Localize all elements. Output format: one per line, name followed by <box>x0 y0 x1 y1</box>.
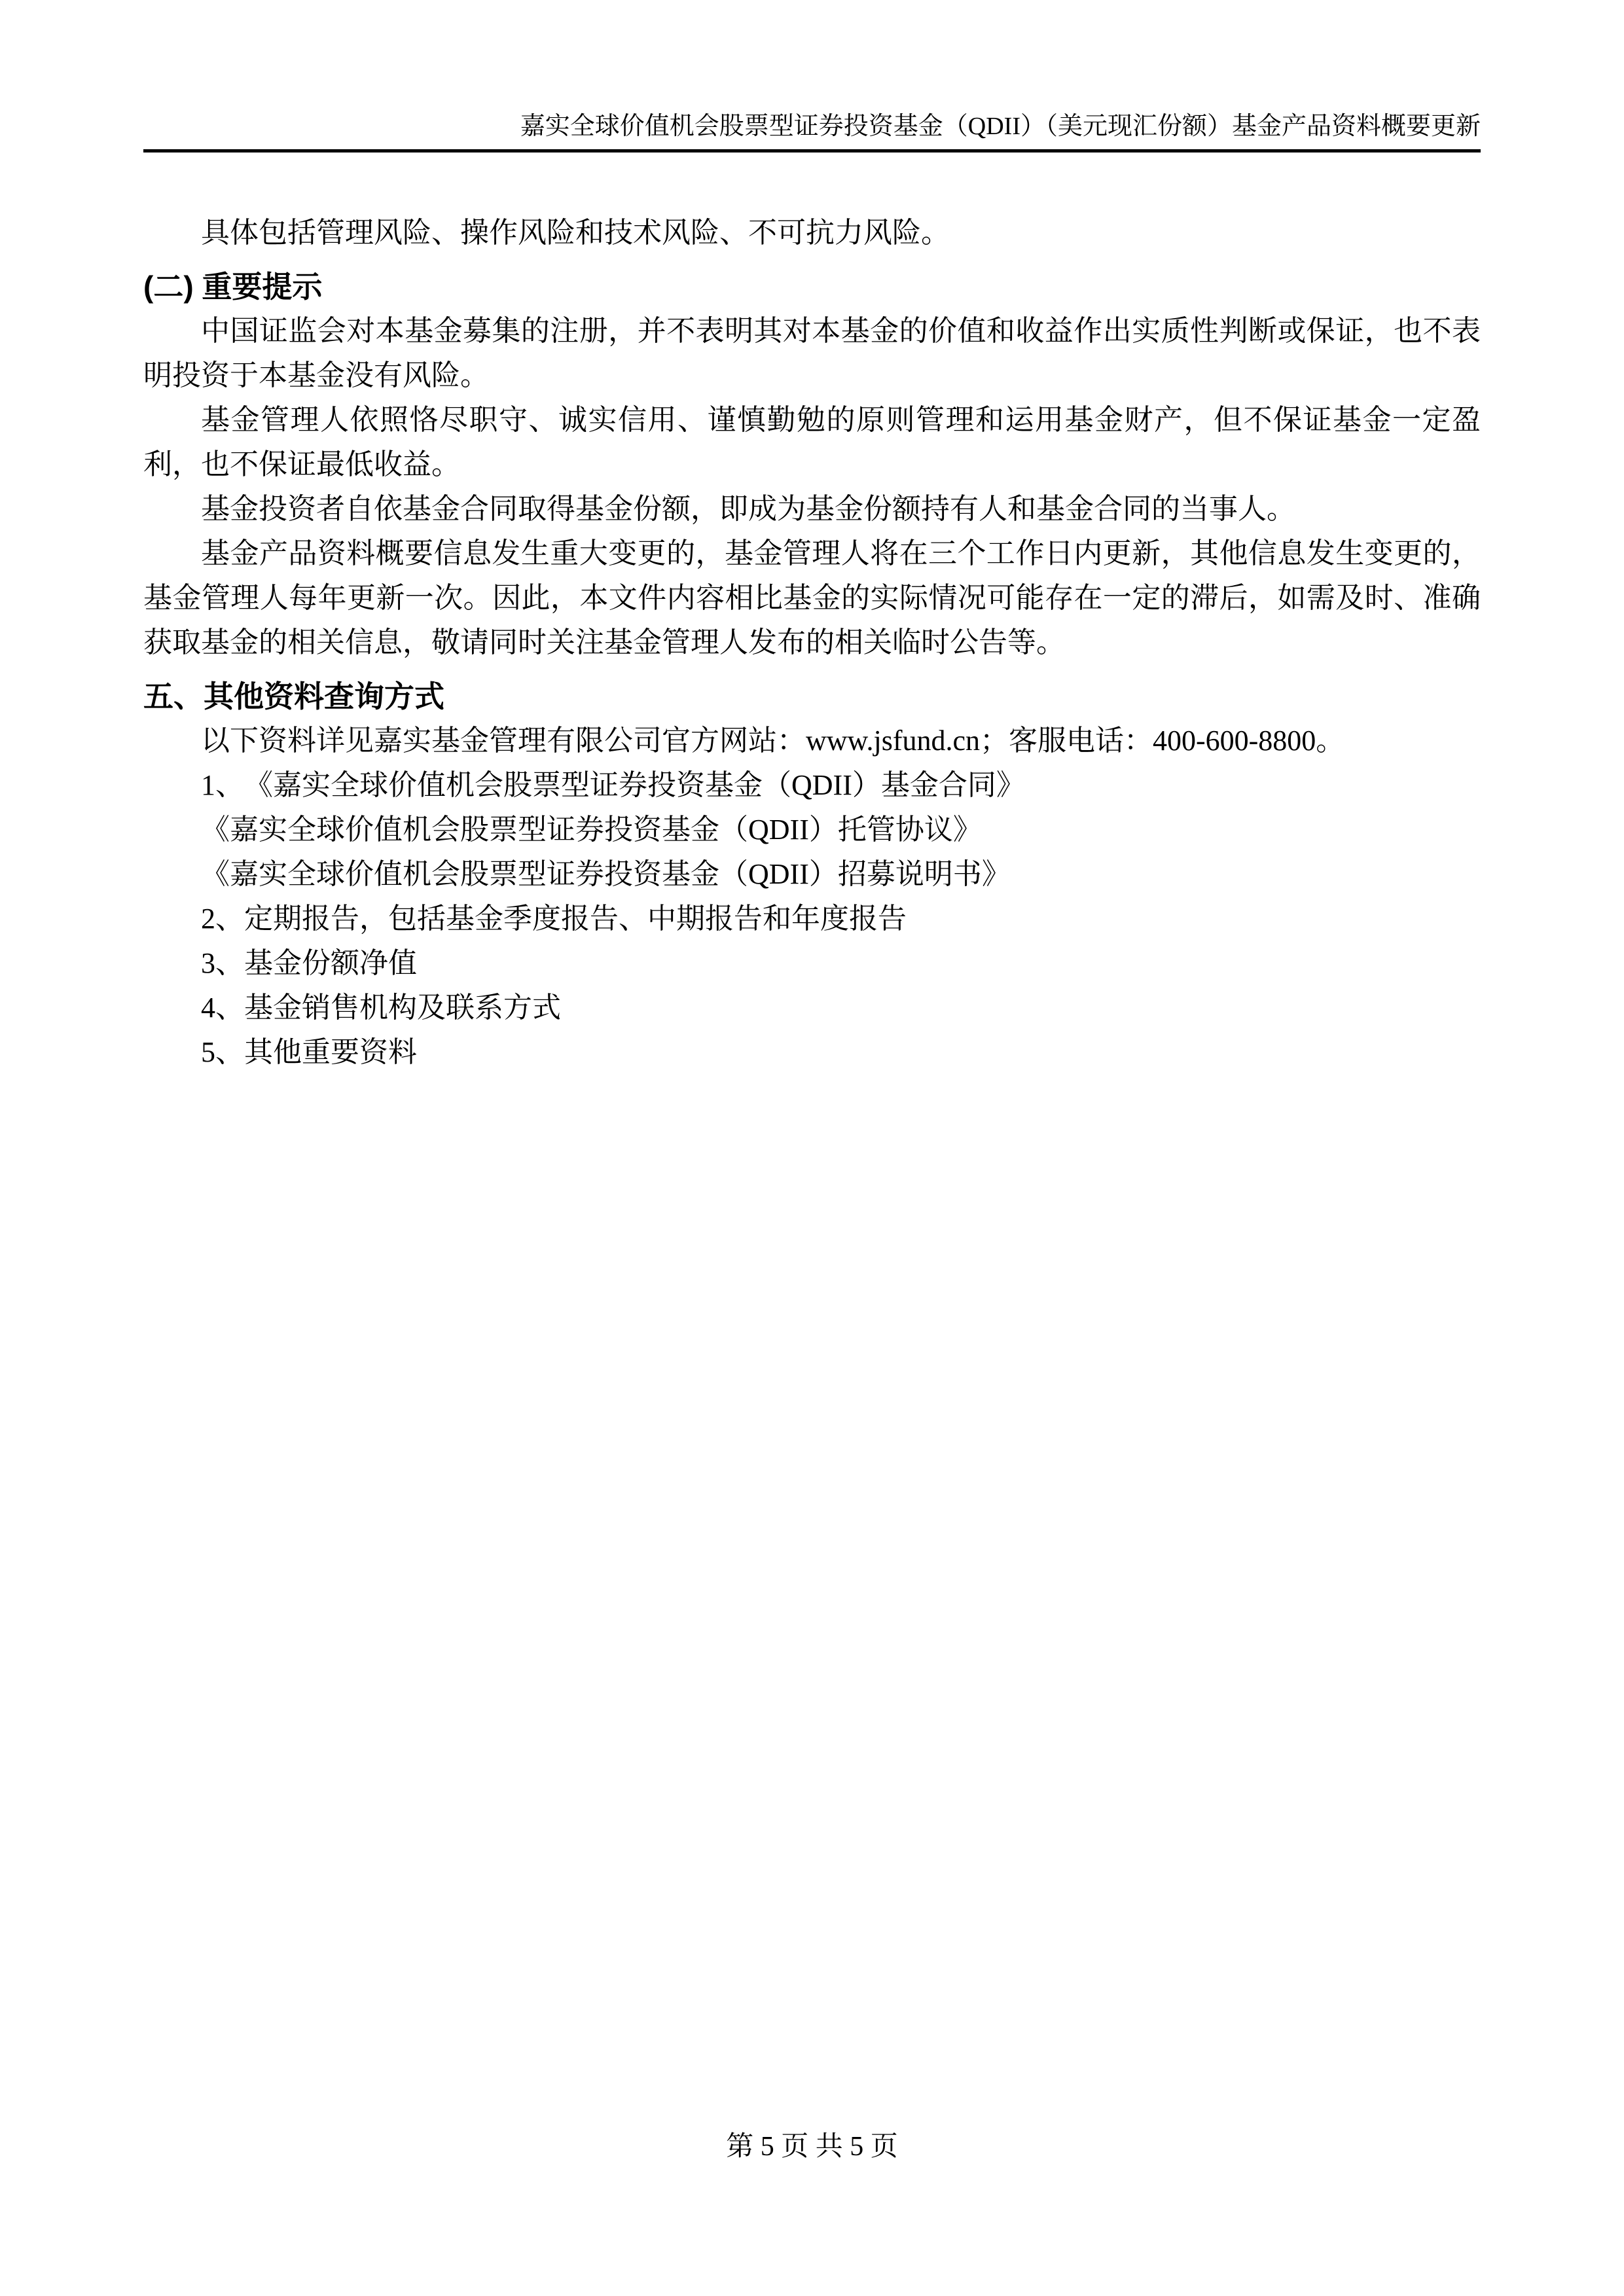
risk-summary-line: 具体包括管理风险、操作风险和技术风险、不可抗力风险。 <box>201 217 950 249</box>
list-item-other-materials: 5、其他重要资料 <box>201 1036 417 1068</box>
list-item-prospectus: 《嘉实全球价值机会股票型证券投资基金（QDII）招募说明书》 <box>201 858 1011 890</box>
paragraph-csrc-registration: 中国证监会对本基金募集的注册，并不表明其对本基金的价值和收益作出实质性判断或保证，也不表明投资于本基金没有风险。 <box>143 315 1481 391</box>
page-number-footer: 第 5 页 共 5 页 <box>726 2132 898 2162</box>
document-body <box>143 211 1481 1075</box>
section-heading-important-notes: (二) 重要提示 <box>143 270 323 304</box>
list-item-sales-agencies: 4、基金销售机构及联系方式 <box>201 992 561 1024</box>
section-heading-other-info: 五、其他资料查询方式 <box>143 679 444 713</box>
other-info-intro-line: 以下资料详见嘉实基金管理有限公司官方网站：www.jsfund.cn；客服电话：400-600-8800。 <box>201 725 1345 757</box>
list-item-fund-contract: 1、 《嘉实全球价值机会股票型证券投资基金（QDII）基金合同》 <box>201 769 1025 801</box>
paragraph-update-policy: 基金产品资料概要信息发生重大变更的，基金管理人将在三个工作日内更新，其他信息发生变更的，基金管理人每年更新一次。因此，本文件内容相比基金的实际情况可能存在一定的滞后，如需及时、准确获取基金的相关信息，敬请同时关注基金管理人发布的相关临时公告等。 <box>143 537 1481 658</box>
list-item-custody-agreement: 《嘉实全球价值机会股票型证券投资基金（QDII）托管协议》 <box>201 814 982 846</box>
list-item-periodic-reports: 2、定期报告，包括基金季度报告、中期报告和年度报告 <box>201 903 907 935</box>
header-divider-rule <box>143 149 1481 152</box>
running-header-title: 嘉实全球价值机会股票型证券投资基金（QDII）（美元现汇份额）基金产品资料概要更新 <box>520 113 1481 140</box>
paragraph-manager-duty: 基金管理人依照恪尽职守、诚实信用、谨慎勤勉的原则管理和运用基金财产，但不保证基金一定盈利，也不保证最低收益。 <box>143 404 1481 480</box>
paragraph-investor-contract: 基金投资者自依基金合同取得基金份额，即成为基金份额持有人和基金合同的当事人。 <box>201 493 1295 525</box>
list-item-nav: 3、基金份额净值 <box>201 947 417 979</box>
